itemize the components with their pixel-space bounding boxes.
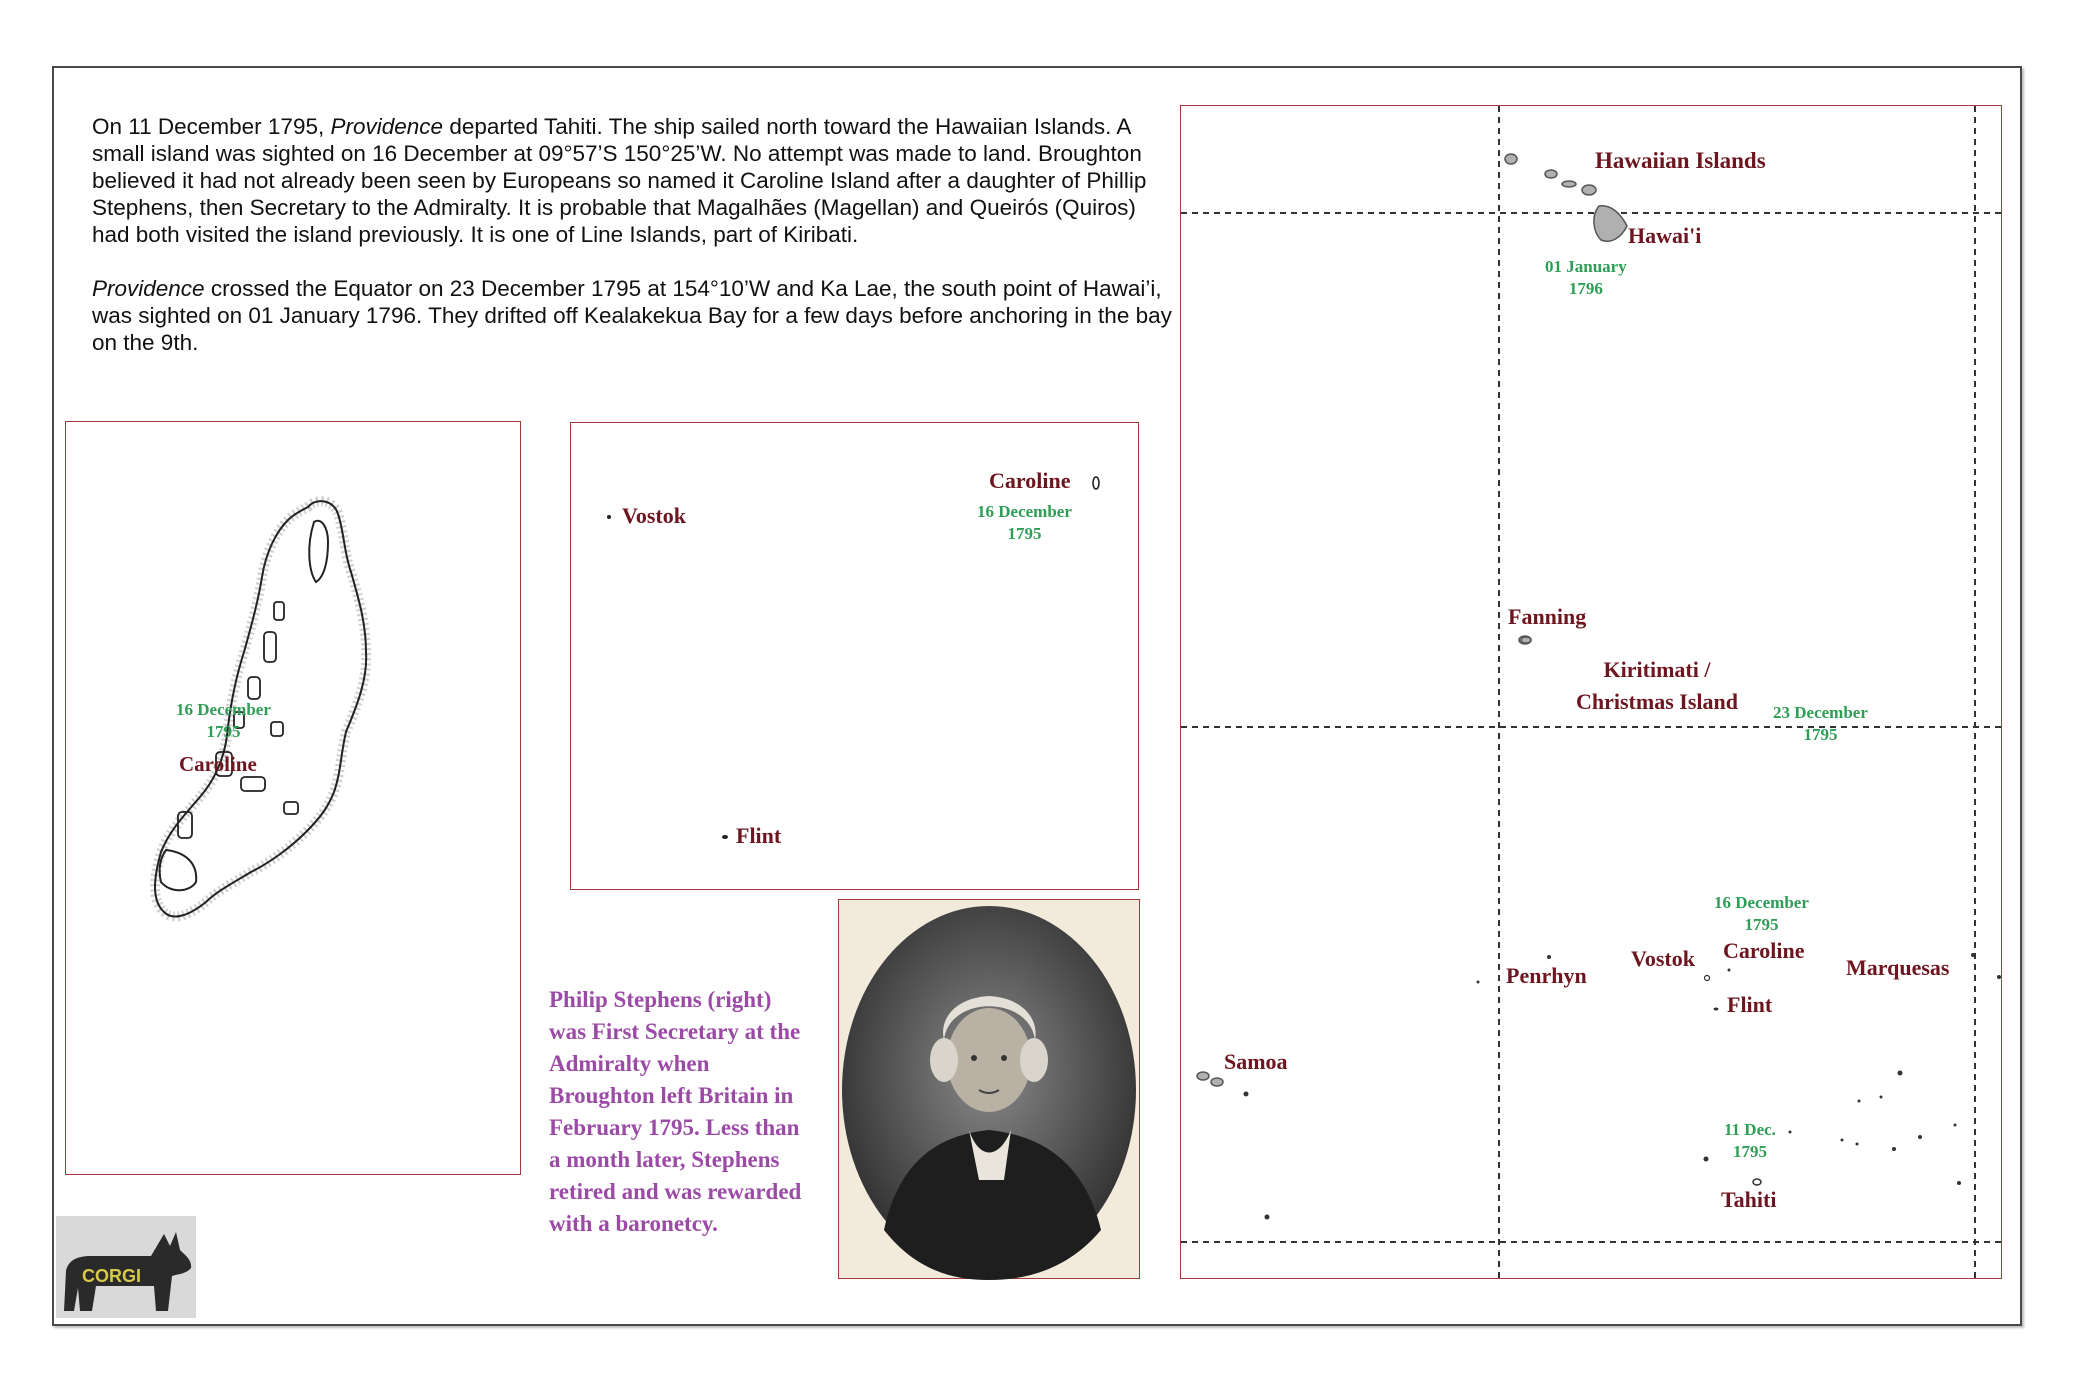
- marquesas-dot-1: [1971, 953, 1975, 957]
- kiritimati-label: [1576, 654, 1738, 718]
- tuamotu-dot-5: [1856, 1143, 1859, 1146]
- date-line: 16 December: [176, 700, 271, 719]
- ship-name: Providence: [92, 276, 205, 301]
- intro-text: [92, 113, 1172, 383]
- samoa-island-3: [1244, 1092, 1249, 1097]
- intro-p2-body: crossed the Equator on 23 December 1795 at 154°10’W and Ka Lae, the south point of Hawai’i, was sighted on 01 January 1796. They drifted off Kealakekua Bay for a few days before anchoring in the bay on the 9th.: [92, 276, 1172, 355]
- vostok-island-mark: [1705, 976, 1710, 981]
- hawaii-date: [1545, 256, 1627, 300]
- caroline-detail-date: [176, 699, 271, 743]
- tuamotu-dot-9: [1957, 1181, 1961, 1185]
- date-line: 1795: [206, 722, 241, 742]
- caroline-label: Caroline: [1723, 938, 1805, 963]
- society-dot: [1789, 1131, 1792, 1134]
- date-line: 01 January: [1545, 257, 1627, 276]
- tuamotu-dot-8: [1954, 1124, 1957, 1127]
- tahiti-departure-date: [1724, 1119, 1776, 1163]
- caroline-island-mark: [1728, 969, 1731, 972]
- flint-island-mark: [1714, 1008, 1719, 1011]
- vostok-label: Vostok: [622, 503, 686, 528]
- penrhyn-area-dot: [1477, 981, 1480, 984]
- pacific-map-panel: [1180, 105, 2002, 1279]
- marquesas-dot-2: [1997, 975, 2001, 979]
- date-line: 1796: [1568, 279, 1603, 299]
- flint-label: Flint: [736, 823, 782, 848]
- philip-stephens-portrait: [838, 899, 1140, 1279]
- date-line: 1795: [1803, 725, 1838, 745]
- samoa-island-1: [1197, 1072, 1209, 1080]
- south-island-dot: [1265, 1215, 1270, 1220]
- tuamotu-dot-7: [1918, 1135, 1922, 1139]
- caroline-sighting-date: [1714, 892, 1809, 936]
- vostok-island-mark: [607, 515, 611, 519]
- samoa-island-2: [1211, 1078, 1223, 1086]
- tuamotu-dot-3: [1841, 1139, 1844, 1142]
- caroline-label: Caroline: [989, 468, 1071, 493]
- tahiti-island-mark: [1753, 1179, 1761, 1185]
- flint-label: Flint: [1727, 992, 1773, 1017]
- date-line: 23 December: [1773, 703, 1868, 722]
- intro-p1-prefix: On 11 December 1795,: [92, 114, 331, 139]
- tuamotu-dot-1: [1898, 1071, 1903, 1076]
- intro-paragraph-2: [92, 275, 1172, 356]
- equator-crossing-date: [1773, 702, 1868, 746]
- penrhyn-island-mark: [1547, 955, 1551, 959]
- penrhyn-label: Penrhyn: [1506, 963, 1587, 988]
- corgi-logo-text: CORGI: [82, 1266, 142, 1286]
- marquesas-label: Marquesas: [1846, 955, 1950, 980]
- date-line: 16 December: [977, 502, 1072, 521]
- tuamotu-dot-4: [1880, 1096, 1883, 1099]
- samoa-label: Samoa: [1224, 1049, 1288, 1074]
- date-line: 1795: [1007, 524, 1042, 544]
- caroline-date: [977, 501, 1072, 545]
- society-islands-dot: [1704, 1157, 1709, 1162]
- label-line: Kiritimati /: [1603, 657, 1711, 682]
- caroline-island-mark: [1093, 477, 1099, 489]
- caroline-atoll-outline: [66, 422, 520, 1174]
- corgi-icon: [56, 1216, 196, 1318]
- date-line: 1795: [1744, 915, 1779, 935]
- intro-paragraph-1: [92, 113, 1172, 248]
- fanning-label: Fanning: [1508, 604, 1587, 629]
- intro-p1-body: departed Tahiti. The ship sailed north toward the Hawaiian Islands. A small island was sighted on 16 December at 09°57’S 150°25’W. No attempt was made to land. Broughton believed it had not already been seen by Europeans so named it Caroline Island after a daughter of Phillip Stephens, then Secretary to the Admiralty. It is probable that Magalhães (Magellan) and Queirós (Quiros) had both visited the island previously. It is one of Line Islands, part of Kiribati.: [92, 114, 1147, 247]
- portrait-engraving: [839, 900, 1139, 1278]
- hawaiian-islands-label: Hawaiian Islands: [1595, 148, 1766, 173]
- date-line: 16 December: [1714, 893, 1809, 912]
- vostok-label: Vostok: [1631, 946, 1695, 971]
- portrait-caption: Philip Stephens (right) was First Secretary at the Admiralty when Broughton left Britain in February 1795. Less than a month later, Stephens retired and was rewarded with a baronetcy.: [549, 987, 802, 1236]
- corgi-logo: [56, 1216, 196, 1318]
- ship-name: Providence: [330, 114, 444, 139]
- date-line: 11 Dec.: [1724, 1120, 1776, 1139]
- date-line: 1795: [1732, 1142, 1767, 1162]
- caroline-atoll-panel: [65, 421, 521, 1175]
- line-islands-panel: [570, 422, 1139, 890]
- label-line: Christmas Island: [1576, 689, 1738, 714]
- tuamotu-dot-6: [1892, 1147, 1896, 1151]
- tuamotu-dot-2: [1858, 1100, 1861, 1103]
- flint-island-mark: [722, 835, 728, 839]
- caroline-detail-label: Caroline: [179, 752, 257, 776]
- hawaii-label: Hawai'i: [1628, 223, 1702, 248]
- tahiti-label: Tahiti: [1721, 1187, 1777, 1212]
